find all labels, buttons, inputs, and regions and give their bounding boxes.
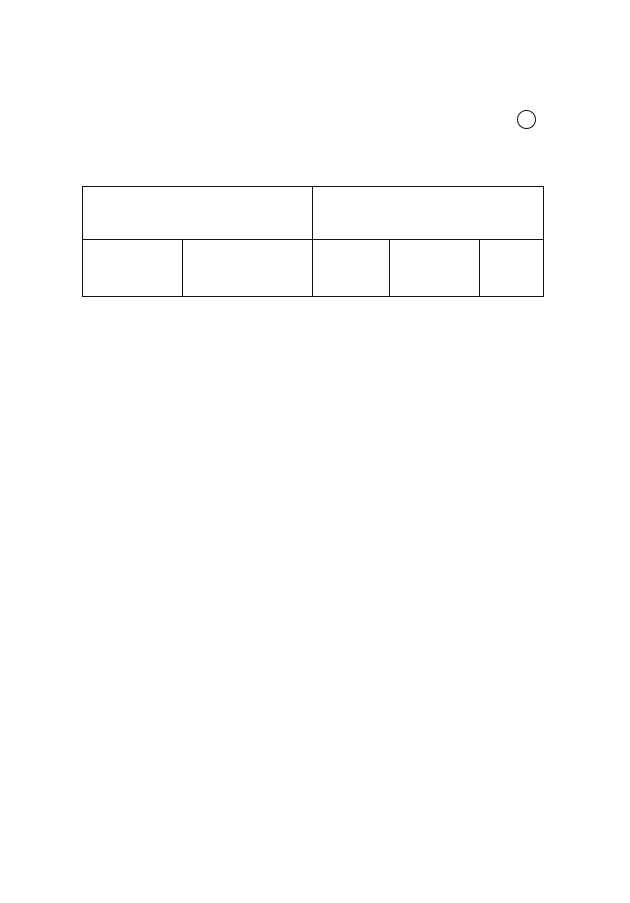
header-remarks [480,240,544,297]
table-header-row [83,240,544,297]
header-vehicle-number [183,240,313,297]
candidate-line [342,113,370,128]
supplier-value-cell[interactable] [313,187,544,240]
header-supply-date [83,240,183,297]
supplier-label-cell [83,187,313,240]
supplier-row [83,187,544,240]
header-supply-quantity [313,240,390,297]
fuel-supply-table [82,186,544,297]
seal-mark [517,110,536,129]
header-supply-amount [390,240,480,297]
supplier-label [83,187,312,199]
